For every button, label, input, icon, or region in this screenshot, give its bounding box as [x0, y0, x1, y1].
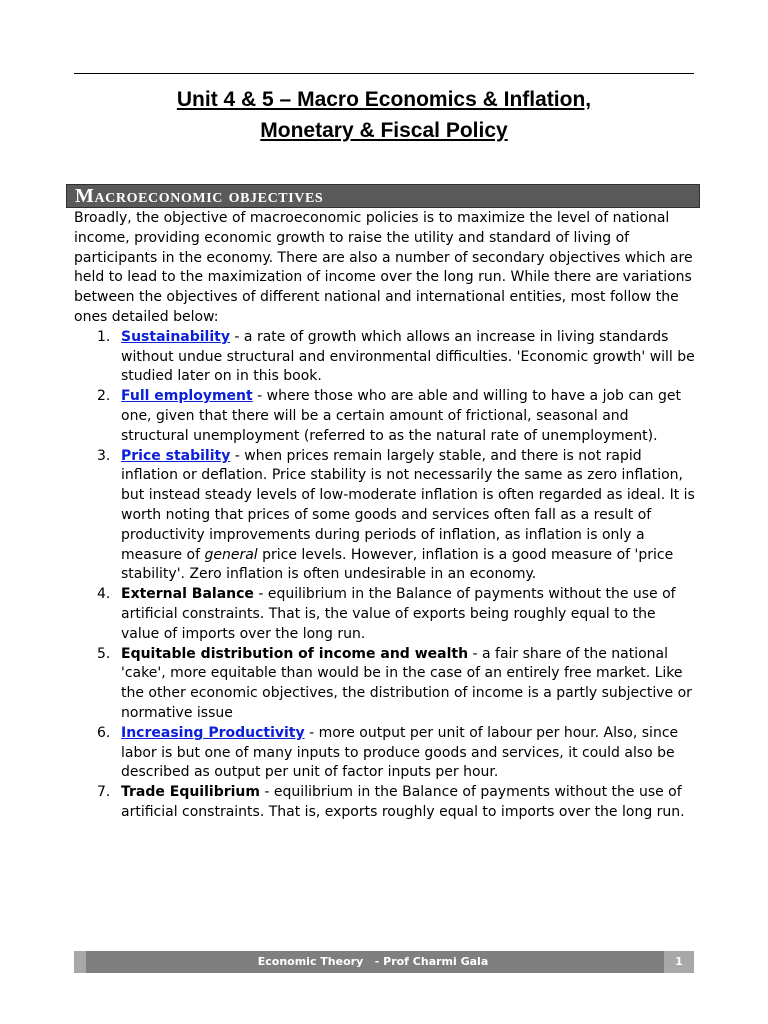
- list-item: [74, 387, 698, 446]
- list-item: [74, 645, 698, 724]
- list-item: [74, 585, 698, 644]
- section-header-bar: [66, 184, 700, 208]
- list-item-text: - more output per unit of labour per hour. Also, since labor is but one of many inputs to produce goods and services, it could also be described as output per unit of factor inputs per hour.: [121, 724, 679, 781]
- price-stability-link[interactable]: Price stability: [121, 447, 231, 464]
- increasing-productivity-link[interactable]: Increasing Productivity: [121, 724, 305, 741]
- list-item-text: - when prices remain largely stable, and there is not rapid inflation or deflation. Price stability is not necessarily the same as zero inflation, but instead steady levels of low-moderate inflation is often regarded as ideal. It is worth noting that prices of some goods and services often fall as a result of productivity improvements during periods of inflation, as inflation is only a measure of: [121, 447, 695, 563]
- section-title: Macroeconomic objectives: [75, 185, 324, 207]
- header-rule: [74, 73, 694, 74]
- list-item-text: - equilibrium in the Balance of payments without the use of artificial constraints. That is, exports roughly equal to imports over the long run.: [121, 784, 685, 820]
- intro-paragraph: Broadly, the objective of macroeconomic policies is to maximize the level of national income, providing economic growth to raise the utility and standard of living of participants in the economy. There are also a number of secondary objectives which are held to lead to the maximization of income over the long run. While there are variations between the objectives of different national and international entities, most follow the ones detailed below:: [74, 210, 693, 325]
- page-number: 1: [664, 951, 694, 973]
- list-item-term: External Balance: [121, 586, 254, 603]
- section-body: [74, 209, 698, 823]
- list-number: 4.: [97, 586, 111, 603]
- list-number: 1.: [97, 328, 111, 345]
- full-employment-link[interactable]: Full employment: [121, 388, 253, 405]
- list-number: 5.: [97, 645, 111, 662]
- list-item-term: Equitable distribution of income and wealth: [121, 645, 469, 662]
- list-number: 2.: [97, 388, 111, 405]
- sustainability-link[interactable]: Sustainability: [121, 328, 230, 345]
- list-item: [74, 783, 698, 823]
- objectives-list: [74, 328, 698, 823]
- list-item-term: Trade Equilibrium: [121, 784, 260, 801]
- list-item-text-continued: price levels. However, inflation is a good measure of 'price stability'. Zero inflation is often undesirable in an economy.: [121, 546, 674, 583]
- list-item-text: - equilibrium in the Balance of payments without the use of artificial constraints. That is, the value of exports being roughly equal to the value of imports over the long run.: [121, 586, 676, 642]
- list-number: 7.: [97, 784, 111, 801]
- list-item-text: - where those who are able and willing to have a job can get one, given that there will be a certain amount of frictional, seasonal and structural unemployment (referred to as the natural rate of unemployment).: [121, 388, 681, 444]
- page-footer: [74, 951, 694, 973]
- document-title: [74, 84, 694, 146]
- list-item-text: - a fair share of the national 'cake', more equitable than would be in the case of an entirely free market. Like the other economic objectives, the distribution of income is a partly subjective or normative issue: [121, 645, 692, 721]
- list-item: [74, 724, 698, 783]
- emphasis-text: general: [204, 546, 258, 563]
- list-number: 3.: [97, 447, 111, 464]
- list-item: [74, 447, 698, 586]
- title-line-2: Monetary & Fiscal Policy: [260, 119, 508, 142]
- list-item-text: - a rate of growth which allows an increase in living standards without undue structural and environmental difficulties. 'Economic growth' will be studied later on in this book.: [121, 328, 695, 385]
- footer-text: Economic Theory - Prof Charmi Gala: [257, 955, 489, 968]
- list-number: 6.: [97, 724, 111, 741]
- title-line-1: Unit 4 & 5 – Macro Economics & Inflation,: [176, 88, 592, 111]
- list-item: [74, 328, 698, 387]
